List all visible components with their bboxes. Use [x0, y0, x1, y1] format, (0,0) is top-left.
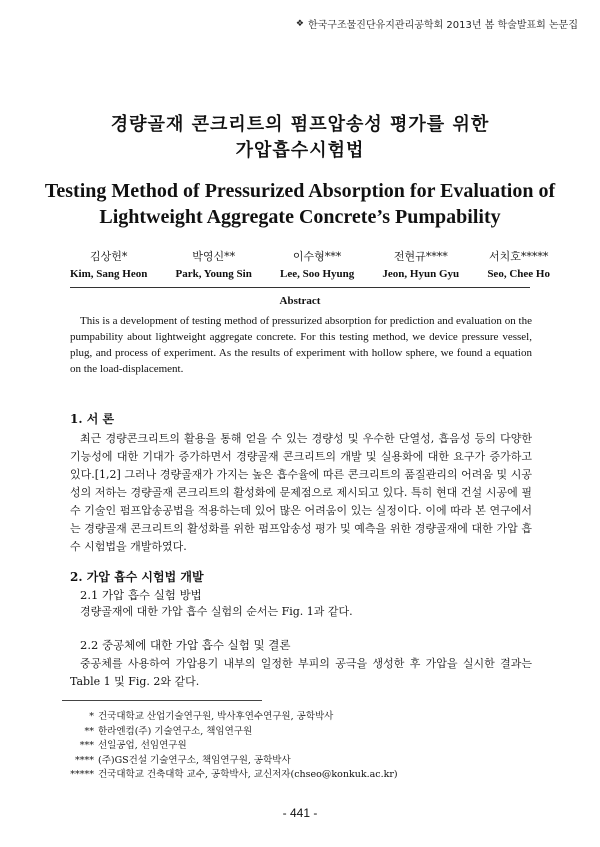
footnote-mark: *****: [70, 769, 94, 780]
author: [70, 248, 147, 280]
footnote: [62, 725, 398, 740]
author-list: [70, 248, 550, 280]
author-divider: [70, 287, 530, 288]
footnote: [62, 739, 398, 754]
author-name-english: Seo, Chee Ho: [487, 268, 550, 280]
author-name-english: Kim, Sang Heon: [70, 268, 148, 280]
diamond-bullet-icon: ❖: [295, 18, 304, 29]
section-2-1-heading: 2.1 가압 흡수 실험 방법: [80, 588, 202, 602]
journal-header: [296, 16, 578, 31]
author: [487, 248, 550, 280]
footnote: [62, 768, 398, 783]
footnote-mark: ***: [79, 740, 94, 751]
section-2-1-text: 경량골재에 대한 가압 흡수 실험의 순서는 Fig. 1과 같다.: [80, 605, 353, 618]
english-title-line-1: Testing Method of Pressurized Absorption for Evaluation of: [44, 180, 556, 202]
footnote: [62, 754, 398, 769]
author-name-korean: 서치호*****: [488, 250, 549, 263]
author: [382, 248, 459, 280]
footnote-text: 건국대학교 산업기술연구원, 박사후연수연구원, 공학박사: [98, 711, 334, 722]
korean-title-line-2: 가압흡수시험법: [235, 140, 365, 161]
footnote-text: (주)GS건설 기술연구소, 책임연구원, 공학박사: [98, 754, 291, 766]
author-name-korean: 김상헌*: [89, 250, 128, 263]
abstract-heading: Abstract: [279, 295, 321, 307]
footnote-text: 선일공업, 선임연구원: [98, 740, 187, 751]
footnote-text: 건국대학교 건축대학 교수, 공학박사, 교신저자(chseo@konkuk.ac.kr): [98, 769, 398, 780]
english-title-line-2: Lightweight Aggregate Concrete’s Pumpability: [99, 206, 501, 228]
author: [176, 248, 252, 280]
footnote-mark: ****: [75, 754, 94, 766]
section-2-2-text: 중공체를 사용하여 가압용기 내부의 일정한 부피의 공극을 생성한 후 가압을 실시한 결과는 Table 1 및 Fig. 2와 같다.: [70, 657, 532, 688]
author: [280, 248, 354, 280]
section-2-2-heading: 2.2 중공체에 대한 가압 흡수 실험 및 결론: [80, 638, 291, 652]
abstract-text: This is a development of testing method of pressurized absorption for prediction and evaluation on the pumpability about lightweight aggregate concrete. For this testing method, we device pressure vessel, plug, and process of experiment. As the results of experiment with hollow sphere, we found a equation on the load-displacement.: [70, 315, 532, 375]
footnote-mark: *: [89, 711, 94, 722]
section-1-heading: 1. 서 론: [70, 412, 115, 426]
footnote-text: 한라엔컴(주) 기술연구소, 책임연구원: [98, 725, 253, 737]
author-name-korean: 이수형***: [292, 250, 342, 263]
section-2-heading: 2. 가압 흡수 시험법 개발: [70, 570, 204, 584]
author-name-english: Jeon, Hyun Gyu: [382, 268, 460, 280]
footnote-list: [62, 710, 398, 783]
author-name-korean: 전현규****: [393, 250, 448, 263]
author-name-english: Park, Young Sin: [175, 268, 252, 280]
author-name-korean: 박영신**: [192, 250, 236, 263]
footnote-mark: **: [84, 725, 94, 737]
footnote-divider: [62, 700, 262, 701]
page-number: - 441 -: [282, 806, 318, 820]
section-1-text: 최근 경량콘크리트의 활용을 통해 얻을 수 있는 경량성 및 우수한 단열성, 흡음성 등의 다양한 기능성에 대한 기대가 증가하면서 경량골재 콘크리트의 개발 및 실용화에 대한 요구가 증가하고 있다.[1,2] 그러나 경량골재가 가지는 높은 흡수율에 따른 콘크리트의 품질관리의 어려움 및 시공성의 저하는 경량골재 콘크리트의 활성화에 문제점으로 제시되고 있다. 특히 현대 건설 시공에 필수 기술인 펌프압송공법을 적용하는데 있어 많은 어려움이 있는 실정이다. 이에 따라 본 연구에서는 경량골재 콘크리트의 활성화를 위한 펌프압송성 평가 및 예측을 위한 경량골재에 대한 가압 흡수 시험법을 개발하였다.: [70, 432, 532, 553]
korean-title-line-1: 경량골재 콘크리트의 펌프압송성 평가를 위한: [110, 114, 490, 135]
footnote: [62, 710, 398, 725]
author-name-english: Lee, Soo Hyung: [279, 268, 355, 280]
journal-name: 한국구조물진단유지관리공학회 2013년 봄 학술발표회 논문집: [307, 20, 578, 31]
